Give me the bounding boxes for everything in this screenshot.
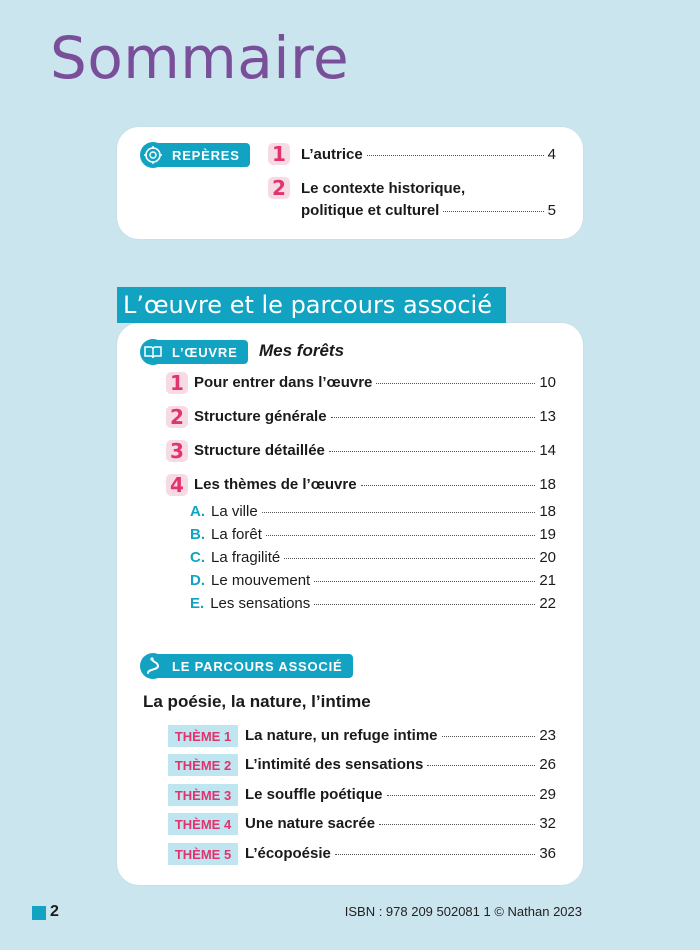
theme-tag: THÈME 5: [168, 843, 238, 865]
toc-entry[interactable]: [194, 374, 556, 391]
theme-tag: THÈME 2: [168, 754, 238, 776]
entry-page: 32: [539, 815, 556, 832]
entry-page: 14: [539, 442, 556, 459]
leader-dots: [443, 211, 543, 212]
entry-label: Le souffle poétique: [245, 786, 383, 803]
oeuvre-num-4: 4: [166, 474, 188, 496]
entry-label: La ville: [211, 503, 258, 520]
theme-tag: THÈME 3: [168, 784, 238, 806]
work-title: Mes forêts: [259, 341, 345, 360]
entry-letter: B.: [190, 526, 205, 543]
entry-page: 20: [539, 549, 556, 566]
entry-label: Les thèmes de l’œuvre: [194, 476, 357, 493]
leader-dots: [329, 451, 535, 452]
entry-page: 26: [539, 756, 556, 773]
entry-label: La nature, un refuge intime: [245, 727, 438, 744]
entry-letter: D.: [190, 572, 205, 589]
entry-page: 10: [539, 374, 556, 391]
entry-label: politique et culturel: [301, 202, 440, 219]
toc-entry[interactable]: [194, 442, 556, 459]
entry-label: Une nature sacrée: [245, 815, 376, 832]
parcours-heading: La poésie, la nature, l’intime: [143, 692, 371, 711]
toc-subentry[interactable]: [190, 595, 556, 612]
leader-dots: [387, 795, 536, 796]
entry-page: 13: [539, 408, 556, 425]
toc-entry[interactable]: [194, 408, 556, 425]
toc-entry[interactable]: [245, 756, 556, 773]
entry-page: 18: [539, 503, 556, 520]
compass-icon: [140, 142, 166, 168]
entry-letter: A.: [190, 503, 205, 520]
entry-page: 36: [539, 845, 556, 862]
entry-label: Les sensations: [210, 595, 311, 612]
isbn-text: ISBN : 978 209 502081 1 © Nathan 2023: [344, 904, 582, 919]
oeuvre-num-1: 1: [166, 372, 188, 394]
leader-dots: [262, 512, 536, 513]
page-title: Sommaire: [50, 24, 350, 92]
entry-label: L’écopoésie: [245, 845, 331, 862]
entry-label: Pour entrer dans l’œuvre: [194, 374, 373, 391]
toc-subentry[interactable]: [190, 526, 556, 543]
toc-subentry[interactable]: [190, 572, 556, 589]
oeuvre-num-2: 2: [166, 406, 188, 428]
toc-entry[interactable]: [245, 786, 556, 803]
entry-label: Le mouvement: [211, 572, 311, 589]
reperes-num-2: 2: [268, 177, 290, 199]
section-banner: L’œuvre et le parcours associé: [117, 287, 506, 323]
parcours-pill: [142, 654, 353, 678]
entry-label: L’autrice: [301, 146, 363, 163]
leader-dots: [367, 155, 544, 156]
leader-dots: [427, 765, 535, 766]
reperes-label: REPÈRES: [172, 147, 240, 163]
entry-label: Structure détaillée: [194, 442, 325, 459]
entry-label: La fragilité: [211, 549, 281, 566]
entry-page: 19: [539, 526, 556, 543]
entry-letter: E.: [190, 595, 205, 612]
page-number: 2: [50, 903, 59, 920]
leader-dots: [266, 535, 535, 536]
entry-label-line1: Le contexte historique,: [301, 180, 466, 197]
reperes-num-1: 1: [268, 143, 290, 165]
leader-dots: [379, 824, 535, 825]
toc-subentry[interactable]: [190, 549, 556, 566]
leader-dots: [284, 558, 535, 559]
entry-label: Structure générale: [194, 408, 327, 425]
toc-entry[interactable]: [245, 727, 556, 744]
toc-subentry[interactable]: [190, 503, 556, 520]
entry-label: La forêt: [211, 526, 262, 543]
footer-marker: [32, 906, 46, 920]
toc-entry[interactable]: [245, 845, 556, 862]
toc-entry[interactable]: [301, 202, 556, 219]
oeuvre-num-3: 3: [166, 440, 188, 462]
reperes-pill: [142, 143, 250, 167]
oeuvre-pill: [142, 340, 248, 364]
entry-label: L’intimité des sensations: [245, 756, 424, 773]
theme-tag: THÈME 4: [168, 813, 238, 835]
toc-entry[interactable]: [194, 476, 556, 493]
leader-dots: [314, 604, 535, 605]
entry-page: 18: [539, 476, 556, 493]
book-icon: [140, 339, 166, 365]
toc-entry[interactable]: [301, 146, 556, 163]
parcours-label: LE PARCOURS ASSOCIÉ: [172, 658, 343, 674]
oeuvre-label: L’ŒUVRE: [172, 344, 238, 360]
entry-page: 21: [539, 572, 556, 589]
leader-dots: [361, 485, 536, 486]
entry-page: 23: [539, 727, 556, 744]
leader-dots: [442, 736, 536, 737]
entry-letter: C.: [190, 549, 205, 566]
leader-dots: [331, 417, 536, 418]
entry-page: 29: [539, 786, 556, 803]
theme-tag: THÈME 1: [168, 725, 238, 747]
entry-page: 22: [539, 595, 556, 612]
leader-dots: [376, 383, 535, 384]
leader-dots: [335, 854, 535, 855]
path-icon: [140, 653, 166, 679]
toc-entry[interactable]: [245, 815, 556, 832]
entry-page: 4: [547, 146, 556, 163]
leader-dots: [314, 581, 535, 582]
entry-page: 5: [547, 202, 556, 219]
